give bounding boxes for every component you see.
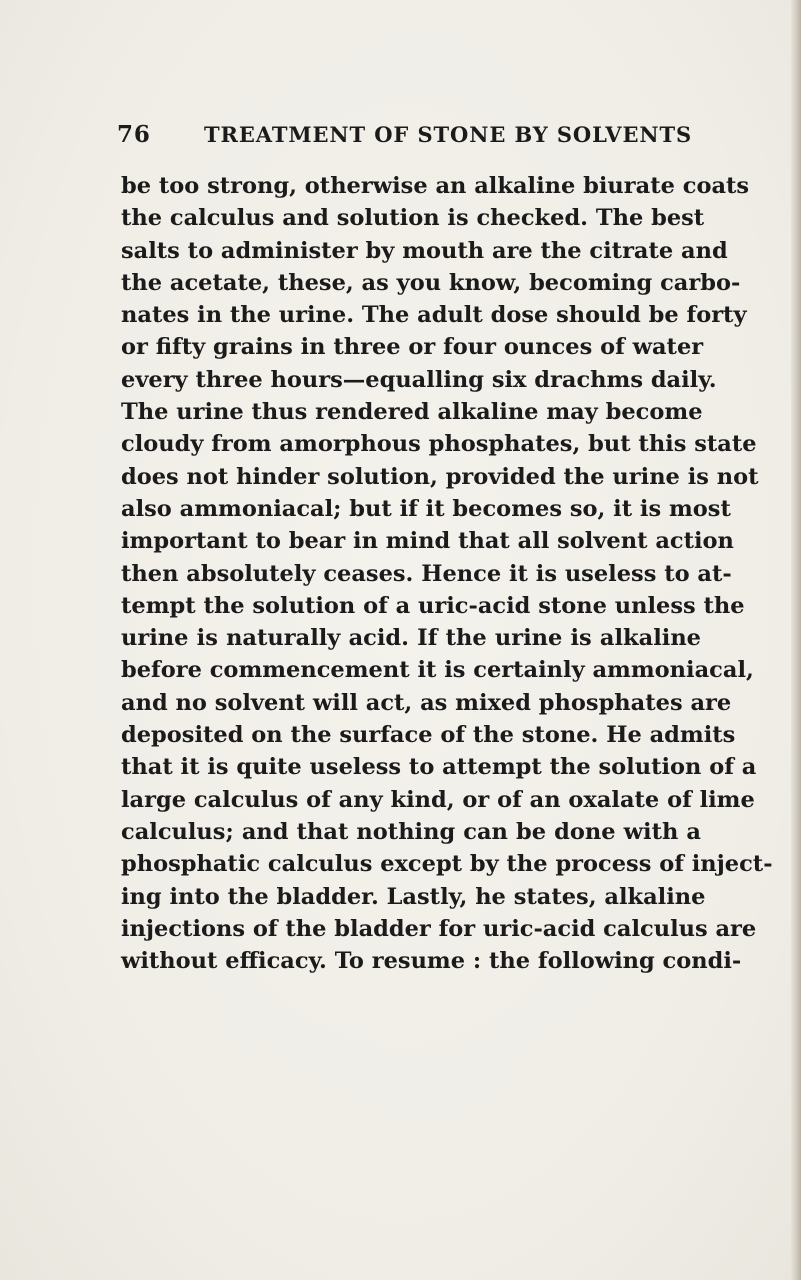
page-number: 76	[117, 121, 151, 148]
text-line: every three hours—equalling six drachms daily.	[121, 366, 717, 393]
text-line: urine is naturally acid. If the urine is alkaline	[121, 625, 701, 652]
text-line: the calculus and solution is checked. The best	[121, 205, 705, 232]
text-line: The urine thus rendered alkaline may become	[121, 399, 703, 426]
body-text	[121, 170, 773, 977]
page-edge-shadow	[791, 0, 801, 1280]
text-line: important to bear in mind that all solvent action	[121, 528, 734, 555]
text-line: cloudy from amorphous phosphates, but this state	[121, 431, 757, 458]
text-line: deposited on the surface of the stone. He admits	[121, 722, 736, 749]
text-line: tempt the solution of a uric-acid stone unless the	[121, 592, 745, 619]
text-line: then absolutely ceases. Hence it is useless to at-	[121, 560, 732, 587]
text-line: also ammoniacal; but if it becomes so, it is most	[121, 495, 731, 522]
text-line: calculus; and that nothing can be done with a	[121, 818, 701, 845]
text-line: injections of the bladder for uric-acid calculus are	[121, 915, 757, 942]
text-line: that it is quite useless to attempt the solution of a	[121, 754, 757, 781]
text-line: nates in the urine. The adult dose should be forty	[121, 302, 747, 329]
text-line: salts to administer by mouth are the citrate and	[121, 237, 728, 264]
text-line: the acetate, these, as you know, becoming carbo-	[121, 269, 741, 296]
text-line: and no solvent will act, as mixed phosphates are	[121, 689, 732, 716]
text-line: or fifty grains in three or four ounces of water	[121, 334, 704, 361]
text-line: phosphatic calculus except by the process of inject-	[121, 851, 773, 878]
text-line: before commencement it is certainly ammoniacal,	[121, 657, 754, 684]
text-line: large calculus of any kind, or of an oxalate of lime	[121, 786, 755, 813]
text-line: ing into the bladder. Lastly, he states, alkaline	[121, 883, 706, 910]
text-line: be too strong, otherwise an alkaline biurate coats	[121, 173, 750, 199]
text-line: does not hinder solution, provided the urine is not	[121, 463, 759, 490]
text-line: without efficacy. To resume : the following condi-	[121, 948, 742, 975]
page-header	[117, 121, 693, 153]
running-head: TREATMENT OF STONE BY SOLVENTS	[204, 122, 693, 147]
